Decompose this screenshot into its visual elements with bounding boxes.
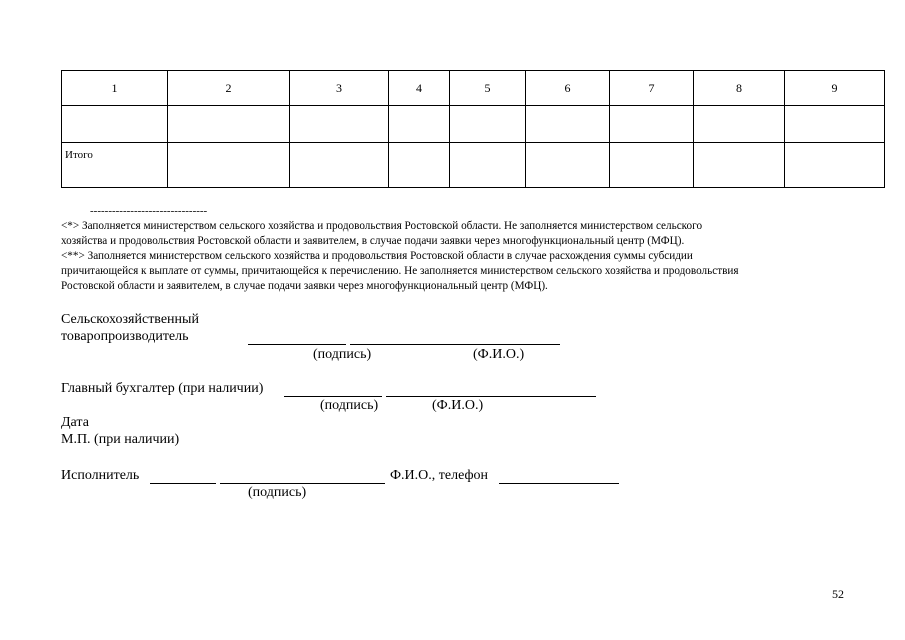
- column-header: 3: [290, 71, 389, 106]
- table-cell: [785, 106, 885, 143]
- report-table: [61, 70, 885, 188]
- column-header: 8: [694, 71, 785, 106]
- table-cell: [450, 143, 526, 188]
- fio-phone-line: [499, 483, 619, 484]
- table-cell: [785, 143, 885, 188]
- executor-signature-caption: (подпись): [248, 485, 307, 500]
- executor-label: Исполнитель: [61, 468, 140, 483]
- footnote-separator: --------------------------------: [90, 205, 208, 217]
- total-label: Итого: [62, 143, 168, 188]
- producer-fio-caption: (Ф.И.О.): [473, 347, 525, 362]
- page-number: 52: [832, 587, 844, 601]
- accountant-label: Главный бухгалтер (при наличии): [61, 381, 264, 396]
- footnote-2-line-1: <**> Заполняется министерством сельского хозяйства и продовольствия Ростовской области в случае расхождения суммы субсидии: [61, 250, 693, 262]
- executor-name-line: [220, 483, 385, 484]
- table-cell: [610, 106, 694, 143]
- producer-label-line-1: Сельскохозяйственный: [61, 312, 199, 327]
- table-cell: [62, 106, 168, 143]
- footnote-2-line-3: Ростовской области и заявителем, в случае подачи заявки через многофункциональный центр (МФЦ).: [61, 280, 548, 292]
- footnote-2-line-2: причитающейся к выплате от суммы, причитающейся к перечислению. Не заполняется министерством сельского хозяйства и продовольствия: [61, 265, 739, 277]
- column-header: 7: [610, 71, 694, 106]
- table-cell: [526, 143, 610, 188]
- accountant-fio-caption: (Ф.И.О.): [432, 398, 484, 413]
- table-cell: [610, 143, 694, 188]
- column-header: 2: [168, 71, 290, 106]
- table-cell: [389, 106, 450, 143]
- fio-phone-label: Ф.И.О., телефон: [390, 468, 489, 483]
- table-cell: [526, 106, 610, 143]
- table-cell: [290, 106, 389, 143]
- column-header: 9: [785, 71, 885, 106]
- accountant-fio-line: [386, 396, 596, 397]
- table-total-row: [62, 143, 885, 188]
- accountant-signature-line: [284, 396, 382, 397]
- table-cell: [168, 143, 290, 188]
- table-cell: [168, 106, 290, 143]
- table-cell: [290, 143, 389, 188]
- table-cell: [389, 143, 450, 188]
- table-cell: [694, 143, 785, 188]
- accountant-signature-caption: (подпись): [320, 398, 379, 413]
- column-header: 5: [450, 71, 526, 106]
- table-cell: [450, 106, 526, 143]
- producer-fio-line: [350, 344, 560, 345]
- producer-signature-caption: (подпись): [313, 347, 372, 362]
- column-header: 6: [526, 71, 610, 106]
- column-header: 4: [389, 71, 450, 106]
- footnote-1-line-2: хозяйства и продовольствия Ростовской области и заявителем, в случае подачи заявки через многофункциональный центр (МФЦ).: [61, 235, 685, 247]
- footnotes: [61, 219, 851, 294]
- executor-signature-line: [150, 483, 216, 484]
- producer-label-line-2: товаропроизводитель: [61, 329, 189, 344]
- footnote-1-line-1: <*> Заполняется министерством сельского хозяйства и продовольствия Ростовской области. Не заполняется министерством сельского: [61, 220, 703, 232]
- date-label: Дата: [61, 415, 89, 430]
- column-header: 1: [62, 71, 168, 106]
- table-row: [62, 106, 885, 143]
- table-cell: [694, 106, 785, 143]
- table-header-row: [62, 71, 885, 106]
- producer-signature-line: [248, 344, 346, 345]
- stamp-label: М.П. (при наличии): [61, 432, 180, 447]
